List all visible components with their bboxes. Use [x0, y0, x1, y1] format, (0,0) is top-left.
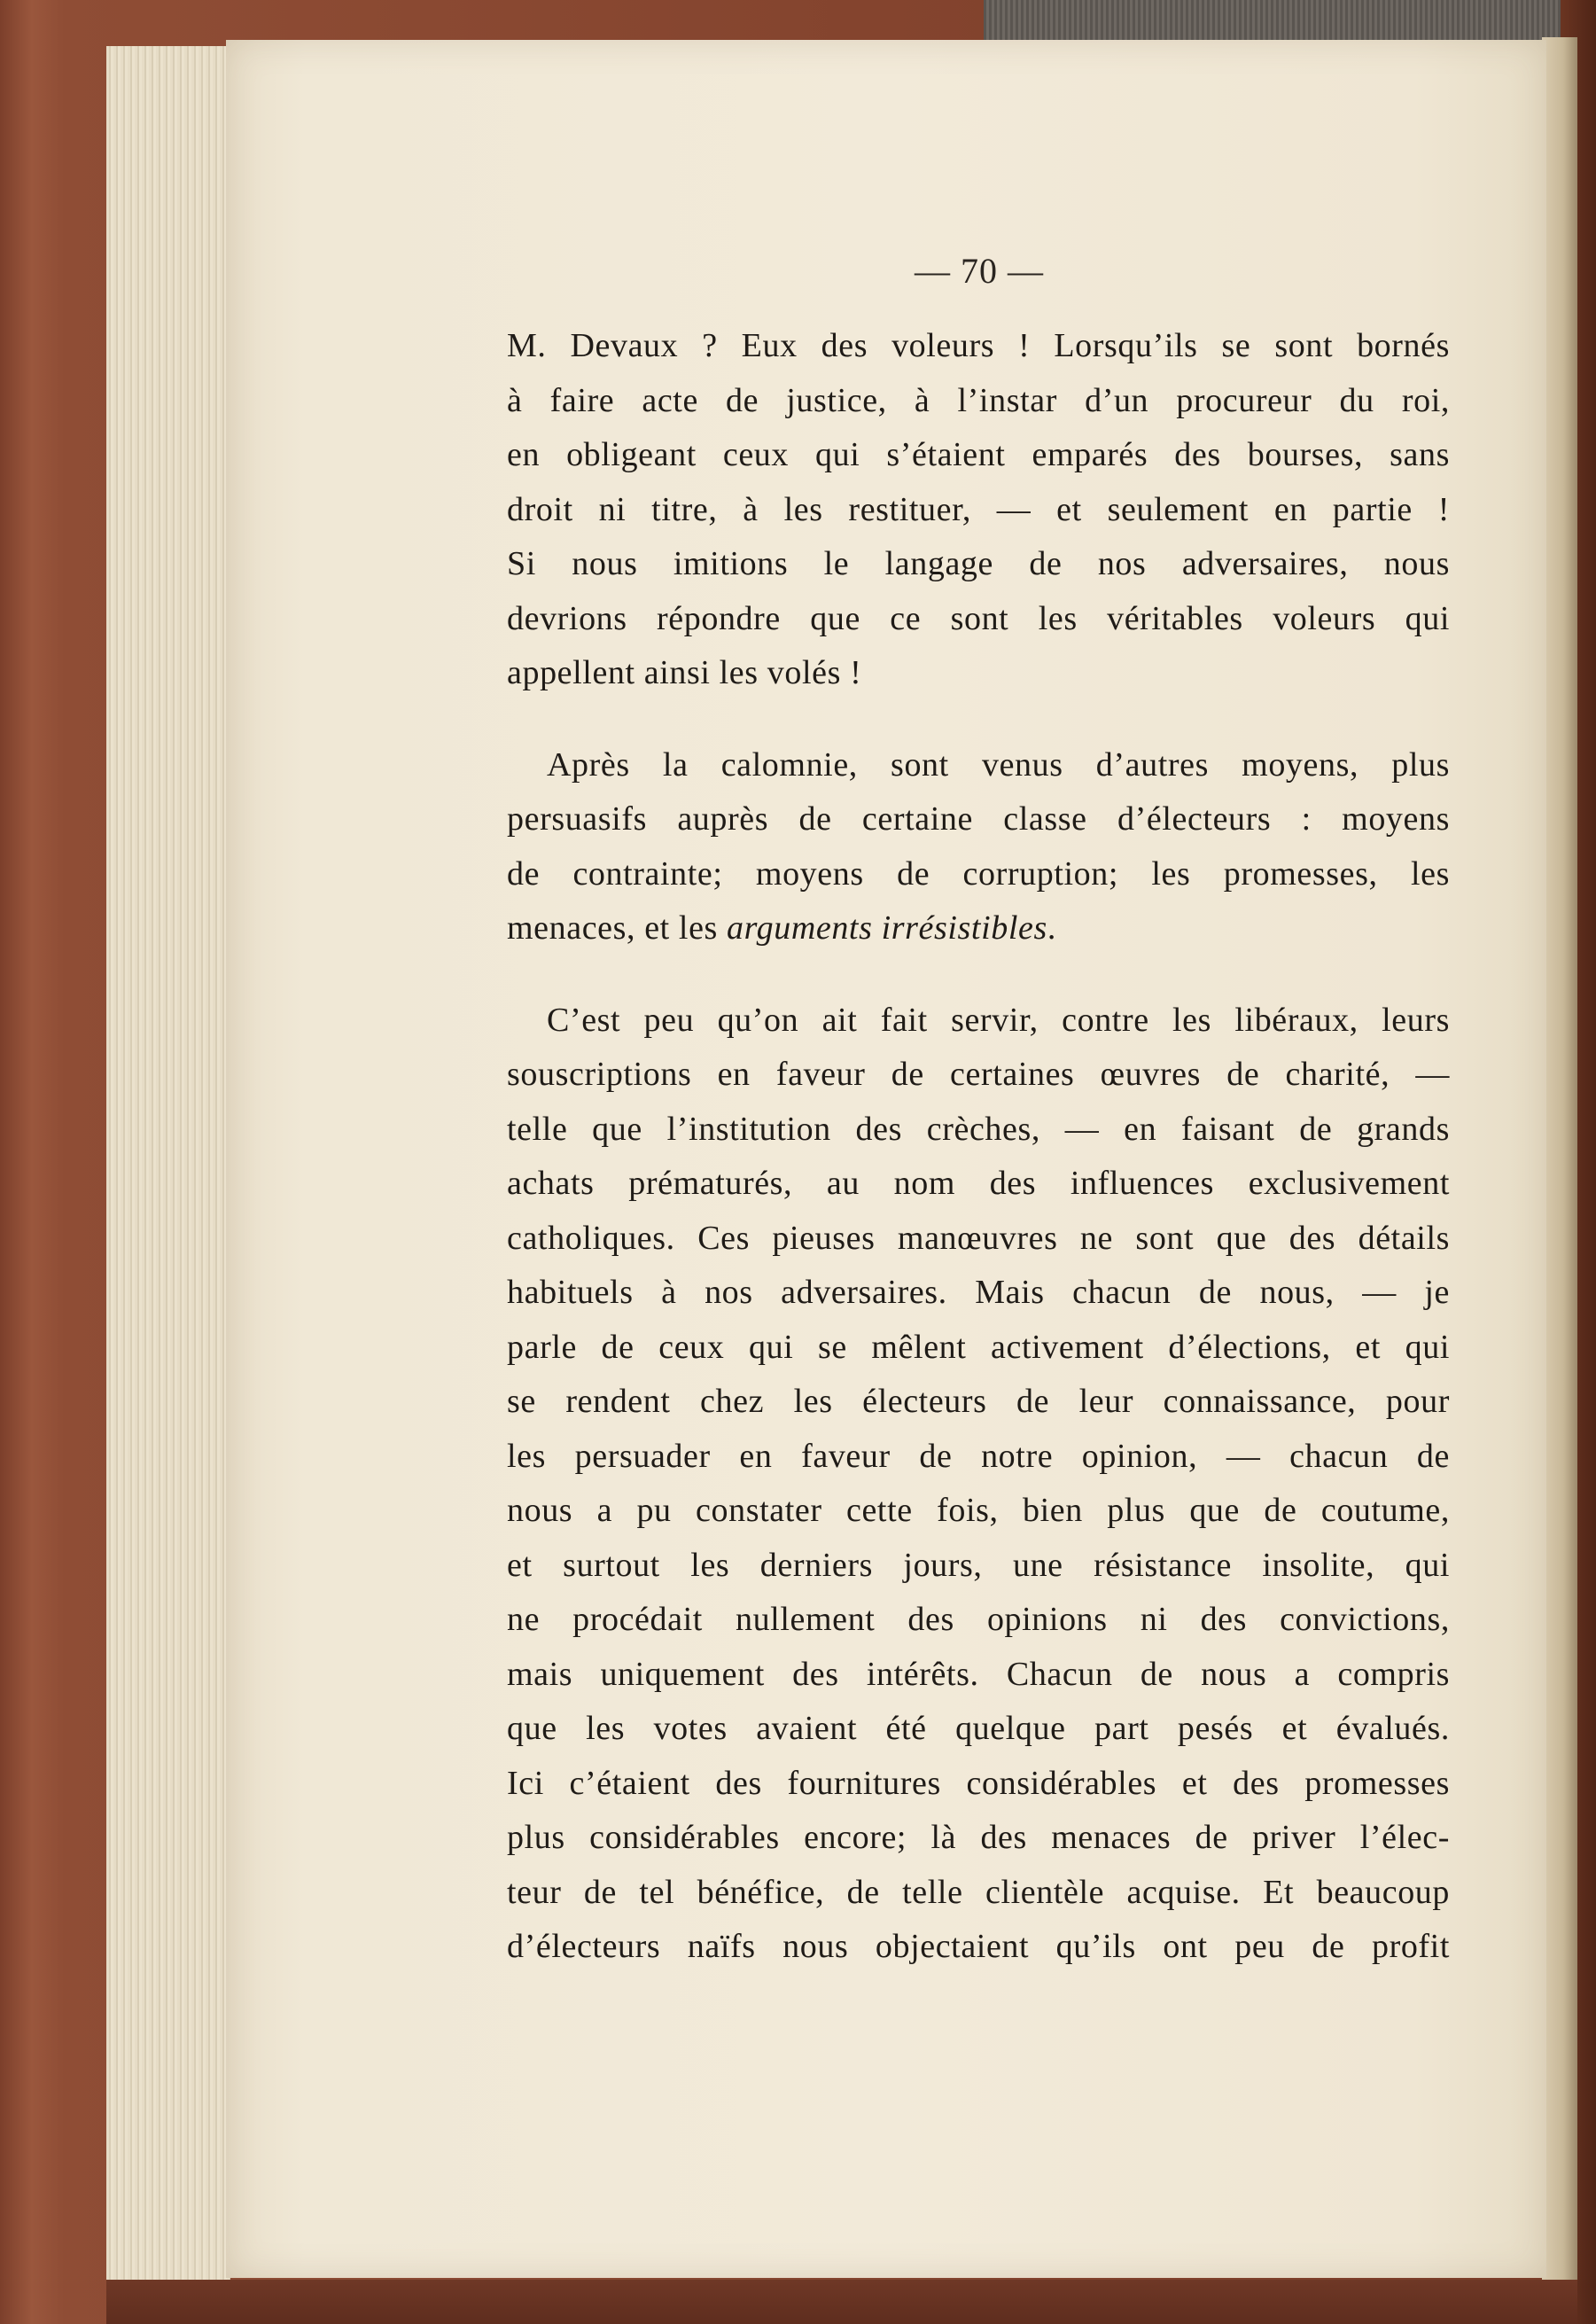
- text-line: devrions répondre que ce sont les véritables voleurs qui: [507, 599, 1450, 637]
- text-line: parle de ceux qui se mêlent activement d’élections, et qui: [507, 1328, 1450, 1366]
- page-edges-left: [106, 46, 230, 2284]
- text-line: catholiques. Ces pieuses manœuvres ne sont que des détails: [507, 1219, 1450, 1257]
- page-edges-right: [1542, 37, 1577, 2280]
- text-line: à faire acte de justice, à l’instar d’un procureur du roi,: [507, 381, 1450, 419]
- text-line: teur de tel bénéfice, de telle clientèle acquise. Et beaucoup: [507, 1873, 1450, 1911]
- paragraph-1: [507, 319, 1450, 701]
- text-line: ne procédait nullement des opinions ni des convictions,: [507, 1601, 1450, 1638]
- text-line: persuasifs auprès de certaine classe d’électeurs : moyens: [507, 800, 1450, 838]
- text-line: se rendent chez les électeurs de leur connaissance, pour: [507, 1383, 1450, 1420]
- page-number: — 70 —: [915, 251, 1044, 291]
- text-fragment: .: [1047, 909, 1056, 947]
- text-line: Si nous imitions le langage de nos adversaires, nous: [507, 545, 1450, 582]
- page-body-text: [507, 319, 1450, 2012]
- text-line: habituels à nos adversaires. Mais chacun de nous, — je: [507, 1274, 1450, 1311]
- text-line: appellent ainsi les volés !: [507, 654, 862, 691]
- text-line: d’électeurs naïfs nous objectaient qu’ils ont peu de profit: [507, 1928, 1450, 1965]
- text-line: les persuader en faveur de notre opinion, — chacun de: [507, 1437, 1450, 1475]
- text-line: C’est peu qu’on ait fait servir, contre les libéraux, leurs: [547, 1001, 1450, 1039]
- text-line: [507, 901, 1450, 956]
- text-line: de contrainte; moyens de corruption; les promesses, les: [507, 854, 1450, 893]
- text-line: mais uniquement des intérêts. Chacun de nous a compris: [507, 1655, 1450, 1693]
- text-line: plus considérables encore; là des menaces de priver l’élec-: [507, 1819, 1450, 1856]
- italic-phrase: arguments irrésistibles: [727, 909, 1047, 947]
- text-line: souscriptions en faveur de certaines œuvres de charité, —: [507, 1056, 1450, 1093]
- text-line: M. Devaux ? Eux des voleurs ! Lorsqu’ils se sont bornés: [507, 327, 1450, 364]
- text-line: nous a pu constater cette fois, bien plus que de coutume,: [507, 1492, 1450, 1529]
- cover-bottom: [106, 2280, 1577, 2324]
- text-line: achats prématurés, au nom des influences exclusivement: [507, 1165, 1450, 1202]
- text-line: que les votes avaient été quelque part pesés et évalués.: [507, 1710, 1450, 1747]
- text-line: telle que l’institution des crèches, — en faisant de grands: [507, 1110, 1450, 1148]
- text-line: droit ni titre, à les restituer, — et seulement en partie !: [507, 490, 1450, 528]
- text-line: Ici c’étaient des fournitures considérables et des promesses: [507, 1764, 1450, 1802]
- cover-edge-strip: [984, 0, 1596, 40]
- paragraph-3: [507, 994, 1450, 1975]
- paragraph-2: [507, 738, 1450, 956]
- text-line: en obligeant ceux qui s’étaient emparés des bourses, sans: [507, 436, 1450, 473]
- text-line: Après la calomnie, sont venus d’autres moyens, plus: [547, 745, 1450, 784]
- text-fragment: menaces, et les: [507, 909, 728, 947]
- text-line: et surtout les derniers jours, une résistance insolite, qui: [507, 1546, 1450, 1584]
